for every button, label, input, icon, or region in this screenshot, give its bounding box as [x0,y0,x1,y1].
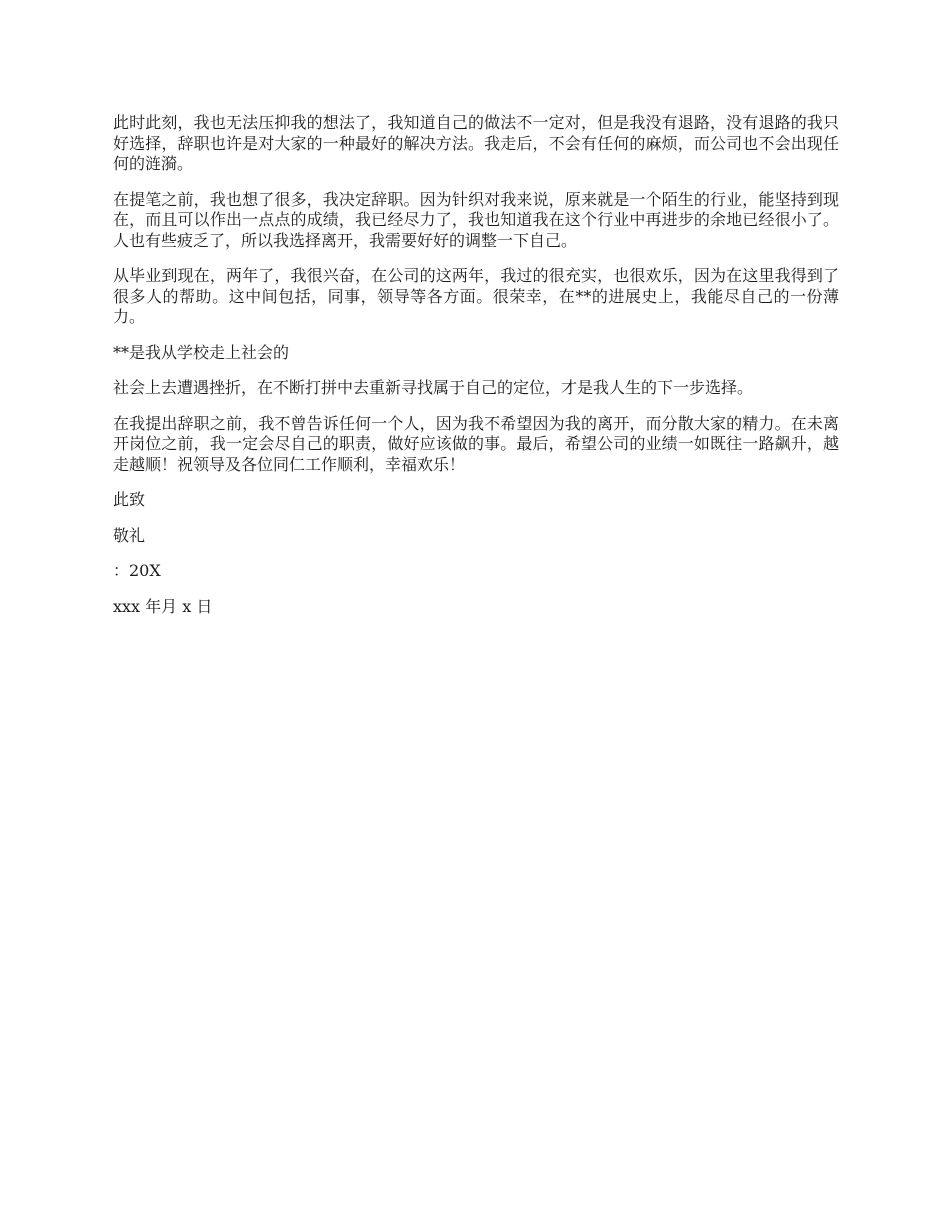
paragraph-3: 从毕业到现在，两年了，我很兴奋，在公司的这两年，我过的很充实，也很欢乐，因为在这里我得到了很多人的帮助。这中间包括，同事，领导等各方面。很荣幸，在**的进展史上，我能尽自己的一份薄力。 [113,266,839,326]
paragraph-6: 在我提出辞职之前，我不曾告诉任何一个人，因为我不希望因为我的离开，而分散大家的精力。在未离开岗位之前，我一定会尽自己的职责，做好应该做的事。最后，希望公司的业绩一如既往一路飙升，越走越顺！祝领导及各位同仁工作顺利，幸福欢乐！ [113,413,839,474]
paragraph-5: 社会上去遭遇挫折，在不断打拼中去重新寻找属于自己的定位，才是我人生的下一步选择。 [113,378,754,397]
document-page [113,113,839,632]
paragraph-2: 在提笔之前，我也想了很多，我决定辞职。因为针织对我来说，原来就是一个陌生的行业，能坚持到现在，而且可以作出一点点的成绩，我已经尽力了，我也知道我在这个行业中再进步的余地已经很小了。人也有些疲乏了，所以我选择离开，我需要好好的调整一下自己。 [113,189,839,250]
date-line: xxx 年月 x 日 [113,596,213,616]
closing-respect: 敬礼 [113,525,146,545]
signature-line: ：20X [113,561,161,580]
paragraph-4: **是我从学校走上社会的 [113,342,290,362]
paragraph-1: 此时此刻，我也无法压抑我的想法了，我知道自己的做法不一定对，但是我没有退路，没有退路的我只好选择，辞职也许是对大家的一种最好的解决方法。我走后，不会有任何的麻烦，而公司也不会出现任何的涟漪。 [113,113,839,173]
closing-salutation: 此致 [113,490,146,509]
